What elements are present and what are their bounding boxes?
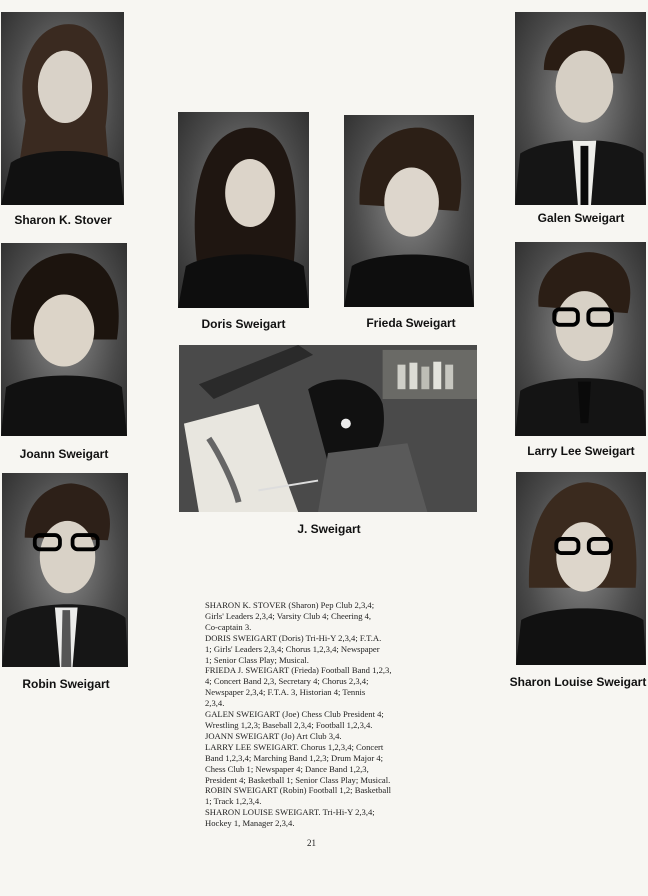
page-number: 21	[307, 838, 316, 848]
bio-line: Girls' Leaders 2,3,4; Varsity Club 4; Cheering 4,	[205, 610, 372, 621]
photo-art-class	[179, 345, 477, 512]
portrait-sharon-louise-sweigart	[516, 472, 646, 665]
portrait-larry-lee-sweigart	[515, 242, 646, 436]
bio-line: LARRY LEE SWEIGART. Chorus 1,2,3,4; Concert	[205, 741, 384, 752]
bio-line: 4; Concert Band 2,3, Secretary 4; Chorus 2,3,4;	[205, 676, 369, 687]
portrait-robin-sweigart	[2, 473, 128, 667]
portrait-figure	[1, 243, 127, 436]
bio-line: FRIEDA J. SWEIGART (Frieda) Football Band 1,2,3,	[205, 665, 392, 676]
bio-line: GALEN SWEIGART (Joe) Chess Club President 4;	[205, 709, 384, 720]
bio-line: 1; Track 1,2,3,4.	[205, 796, 262, 807]
bio-line: Chess Club 1; Newspaper 4; Dance Band 1,2,3,	[205, 763, 369, 774]
caption-sharon-louise-sweigart: Sharon Louise Sweigart	[509, 675, 647, 689]
bio-line: Co-captain 3.	[205, 621, 252, 632]
bio-line: Band 1,2,3,4; Marching Band 1,2,3; Drum Major 4;	[205, 752, 384, 763]
portrait-figure	[2, 473, 128, 667]
portrait-joann-sweigart	[1, 243, 127, 436]
bio-line: President 4; Basketball 1; Senior Class Play; Musical.	[205, 774, 391, 785]
bio-line: DORIS SWEIGART (Doris) Tri-Hi-Y 2,3,4; F.T.A.	[205, 632, 382, 643]
caption-larry-lee-sweigart: Larry Lee Sweigart	[527, 444, 635, 458]
caption-robin-sweigart: Robin Sweigart	[22, 677, 110, 691]
bio-line: SHARON LOUISE SWEIGART. Tri-Hi-Y 2,3,4;	[205, 807, 375, 818]
caption-j-sweigart: J. Sweigart	[297, 522, 361, 536]
portrait-doris-sweigart	[178, 112, 309, 308]
portrait-sharon-k-stover	[1, 12, 124, 205]
portrait-galen-sweigart	[515, 12, 646, 205]
bio-line: Hockey 1, Manager 2,3,4.	[205, 818, 295, 829]
bio-line: SHARON K. STOVER (Sharon) Pep Club 2,3,4;	[205, 600, 375, 610]
art-scene	[179, 345, 477, 512]
caption-galen-sweigart: Galen Sweigart	[537, 211, 625, 225]
portrait-figure	[344, 115, 474, 307]
portrait-figure	[515, 12, 646, 205]
bio-line: ROBIN SWEIGART (Robin) Football 1,2; Basketball	[205, 785, 391, 796]
bio-line: 1; Senior Class Play; Musical.	[205, 654, 309, 665]
portrait-figure	[178, 112, 309, 308]
bio-line: Newspaper 2,3,4; F.T.A. 3, Historian 4; Tennis	[205, 687, 366, 698]
bio-line: Wrestling 1,2,3; Baseball 2,3,4; Football 1,2,3,4.	[205, 719, 373, 730]
portrait-figure	[515, 242, 646, 436]
caption-sharon-k-stover: Sharon K. Stover	[14, 213, 112, 227]
biography-text	[205, 600, 451, 829]
portrait-frieda-sweigart	[344, 115, 474, 307]
portrait-figure	[516, 472, 646, 665]
portrait-figure	[1, 12, 124, 205]
caption-joann-sweigart: Joann Sweigart	[19, 447, 109, 461]
caption-frieda-sweigart: Frieda Sweigart	[366, 316, 456, 330]
bio-line: 2,3,4.	[205, 698, 225, 709]
caption-doris-sweigart: Doris Sweigart	[201, 317, 286, 331]
bio-line: JOANN SWEIGART (Jo) Art Club 3,4.	[205, 730, 342, 741]
bio-line: 1; Girls' Leaders 2,3,4; Chorus 1,2,3,4; Newspaper	[205, 643, 380, 654]
